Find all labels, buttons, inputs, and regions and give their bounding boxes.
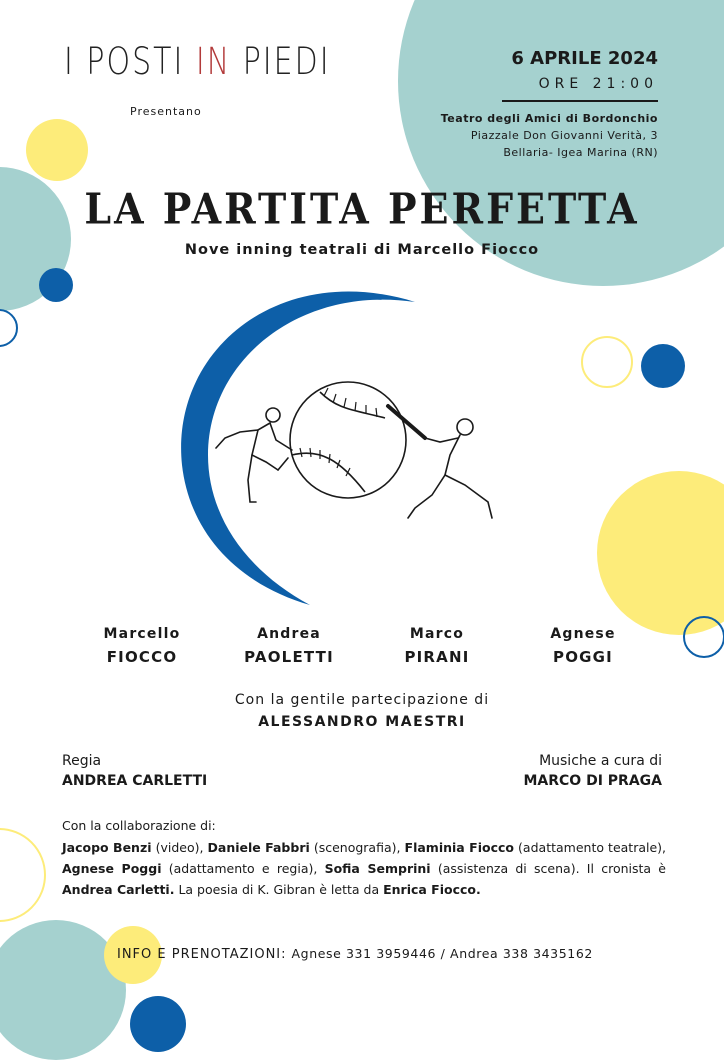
cronista-text: Il cronista è — [579, 861, 666, 876]
guest-name: ALESSANDRO MAESTRI — [258, 714, 466, 730]
show-title: LA PARTITA PERFETTA — [84, 183, 640, 234]
blue-ring-right — [683, 616, 724, 658]
participation-label: Con la gentile partecipazione di — [234, 692, 490, 708]
cronista-name: Andrea Carletti. — [62, 882, 175, 897]
info-line — [117, 946, 593, 962]
cast-last-name: PAOLETTI — [244, 648, 334, 666]
info-label: INFO E PRENOTAZIONI: — [117, 947, 287, 962]
music-label: Musiche a cura di — [539, 753, 662, 769]
yellow-ring-right — [581, 336, 633, 388]
logo-text-2: PIEDI — [242, 40, 331, 84]
collab-role: (adattamento teatrale), — [514, 840, 667, 855]
cast-first-name: Andrea — [257, 626, 321, 642]
venue-address-line1: Piazzale Don Giovanni Verità, 3 — [470, 129, 658, 142]
poem-reader-name: Enrica Fiocco. — [383, 882, 481, 897]
venue-address-line2: Bellaria- Igea Marina (RN) — [503, 146, 658, 159]
venue-name: Teatro degli Amici di Bordonchio — [440, 112, 658, 125]
show-subtitle: Nove inning teatrali di Marcello Fiocco — [184, 242, 540, 258]
cast-first-name: Agnese — [550, 626, 616, 642]
logo-text-1: I POSTI — [64, 40, 185, 84]
poem-text: La poesia di K. Gibran è letta da — [174, 882, 384, 897]
collab-role: (assistenza di scena). — [430, 861, 580, 876]
direction-label: Regia — [62, 753, 102, 769]
baseball-illustration — [170, 280, 530, 620]
cast-first-name: Marco — [409, 626, 465, 642]
cast-first-name: Marcello — [103, 626, 181, 642]
collab-name: Sofia Semprini — [324, 861, 431, 876]
company-logo — [64, 40, 331, 84]
collab-role: (adattamento e regia), — [161, 861, 325, 876]
collab-name: Jacopo Benzi — [62, 840, 152, 855]
event-time: ORE 21:00 — [538, 76, 658, 92]
cast-member — [367, 626, 507, 666]
divider — [502, 100, 658, 102]
yellow-ring-bottom-left — [0, 828, 46, 922]
event-date: 6 APRILE 2024 — [511, 48, 658, 69]
yellow-circle-right — [597, 471, 724, 635]
cast-member — [219, 626, 359, 666]
baseball-icon — [290, 382, 406, 498]
blue-dot-right — [641, 344, 685, 388]
yellow-circle-left — [26, 119, 88, 181]
logo-text-in: IN — [195, 40, 232, 84]
collab-role: (video), — [151, 840, 208, 855]
cast-last-name: POGGI — [553, 648, 613, 666]
collaboration-credits — [62, 837, 666, 900]
info-contacts: Agnese 331 3959446 / Andrea 338 3435162 — [291, 946, 593, 961]
collab-name: Flaminia Fiocco — [404, 840, 514, 855]
collab-role: (scenografia), — [309, 840, 405, 855]
blue-ring-left — [0, 309, 18, 347]
cast-last-name: FIOCCO — [106, 648, 178, 666]
presents-label: Presentano — [130, 105, 202, 118]
director-name: ANDREA CARLETTI — [62, 773, 208, 789]
cast-last-name: PIRANI — [404, 648, 470, 666]
blue-dot-left — [39, 268, 73, 302]
collab-name: Agnese Poggi — [62, 861, 162, 876]
music-name: MARCO DI PRAGA — [523, 773, 662, 789]
blue-dot-bottom — [130, 996, 186, 1052]
cast-member — [72, 626, 212, 666]
cast-member — [513, 626, 653, 666]
collaboration-heading: Con la collaborazione di: — [62, 818, 216, 833]
pitcher-figure — [216, 408, 292, 502]
collab-name: Daniele Fabbri — [207, 840, 310, 855]
